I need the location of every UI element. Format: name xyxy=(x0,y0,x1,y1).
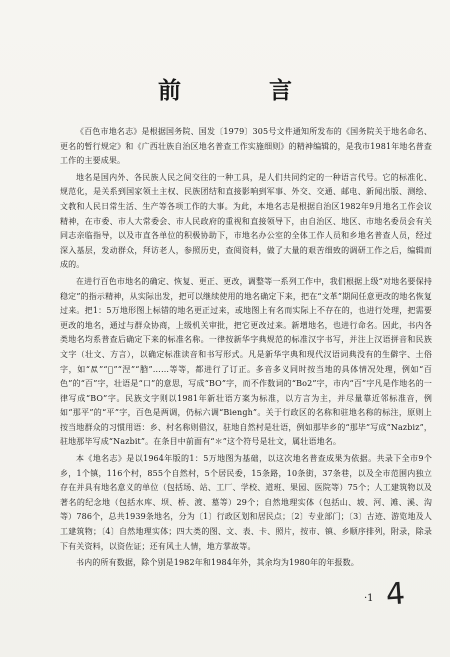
paragraph: 地名是国内外、各民族人民之间交往的一种工具，是人们共同约定的一种语言代号。它的标准化、规范化，是关系到国家领土主权、民族团结和直接影响到军事、外交、交通、邮电、新闻出版、测绘、文教和人民日常生活、生产等各项工作的大事。为此，本地名志是根据自治区1982年9月地名工作会议精神，在市委、市人大常委会、市人民政府的重视和直接领导下，由自治区、地区、市地名委员会有关同志亲临指导，以及市直各单位的积极协助下，市地名办公室的全体工作人员和乡地名普查人员，经过深入基层，发动群众，拜访老人，参照历史，查阅资料，做了大量的艰苦细致的调研工作之后，编辑而成的。 xyxy=(60,172,432,270)
page-number: ·1 xyxy=(364,593,374,604)
paragraph: 在进行百色市地名的确定、恢复、更正、更改，调整等一系列工作中，我们根据上级“对地名要保持稳定”的指示精神，从实际出发，把可以继续使用的地名确定下来，把在“文革”期间任意更改的地名恢复过来。把1：5万地形图上标错的地名更正过来，或地图上有名而实际上不存在的，也进行处理，把需要更改的地名，通过与群众协商，上级机关审批，把它更改过来。新增地名，也进行命名。因此，书内各类地名均系普查后确定下来的标准名称。一律按新华字典规范的标准汉字书写，并注上汉语拼音和民族文字（壮文、方言），以确定标准读音和书写形式。凡是新华字典和现代汉语词典没有的生僻字、土俗字，如“𪨊”“𪩲”“𣵀”“𦛚”……等等，都进行了订正。多音多义同时按当地的具体情况处理，例如“百色”的“百”字，壮语是“口”的意思，写成“BO”字，而不作数词的“Bo2”字，市内“百”字凡是作地名的一律写成“BO”字。民族文字则以1981年新壮语方案为标准，以方言为主，并尽量靠近邻标准音，例如“那平”的“平”字，百色是两调，仍标六调“Biengh”。关于行政区的名称和驻地名称的标注，原则上按当地群众的习惯用语：乡、村名称则借汉，驻地自然村是壮语，例如那毕乡的“那毕”写成“Nazbiz”，驻地那毕写成“Nazbit”。在条目中前面有“＊”这个符号是壮文，属壮语地名。 xyxy=(60,276,432,447)
paragraph: 本《地名志》是以1964年版的1：5万地图为基础，以这次地名普查成果为依据。共录下全市9个乡，1个镇，116个村，855个自然村，5个居民委，15条路，10条街，37条巷，以及全市范围内独立存在并具有地名意义的单位（包括场、站、工厂、学校、道班、果园、医院等）75个；人工建筑物以及著名的纪念地（包括水库、坝、桥、渡、墓等）29个；自然地理实体（包括山、坡、河、滩、溪、沟等）786个，总共1939条地名，分为〔1〕行政区划和居民点；〔2〕专业部门；〔3〕古迹、游览地及人工建筑物；〔4〕自然地理实体；四大类的图、文、表、卡、照片，按市、镇、乡顺序排列，附录，除录下有关资料，以资佐证；还有风土人情，地方掌故等。 xyxy=(60,454,432,551)
paragraph: 《百色市地名志》是根据国务院、国发〔1979〕305号文件通知所发布的《国务院关于地名命名、更名的暂行规定》和《广西壮族自治区地名普查工作实施细则》的精神编辑的，是我市1981年地名普查工作的主要成果。 xyxy=(60,127,432,166)
paragraph: 书内的所有数据，除个别是1982年和1984年外，其余均为1980年的年报数。 xyxy=(76,558,359,568)
handwritten-page-mark: 4 xyxy=(384,576,407,613)
page-title: 前 言 xyxy=(157,77,332,104)
preface-body xyxy=(60,125,432,573)
